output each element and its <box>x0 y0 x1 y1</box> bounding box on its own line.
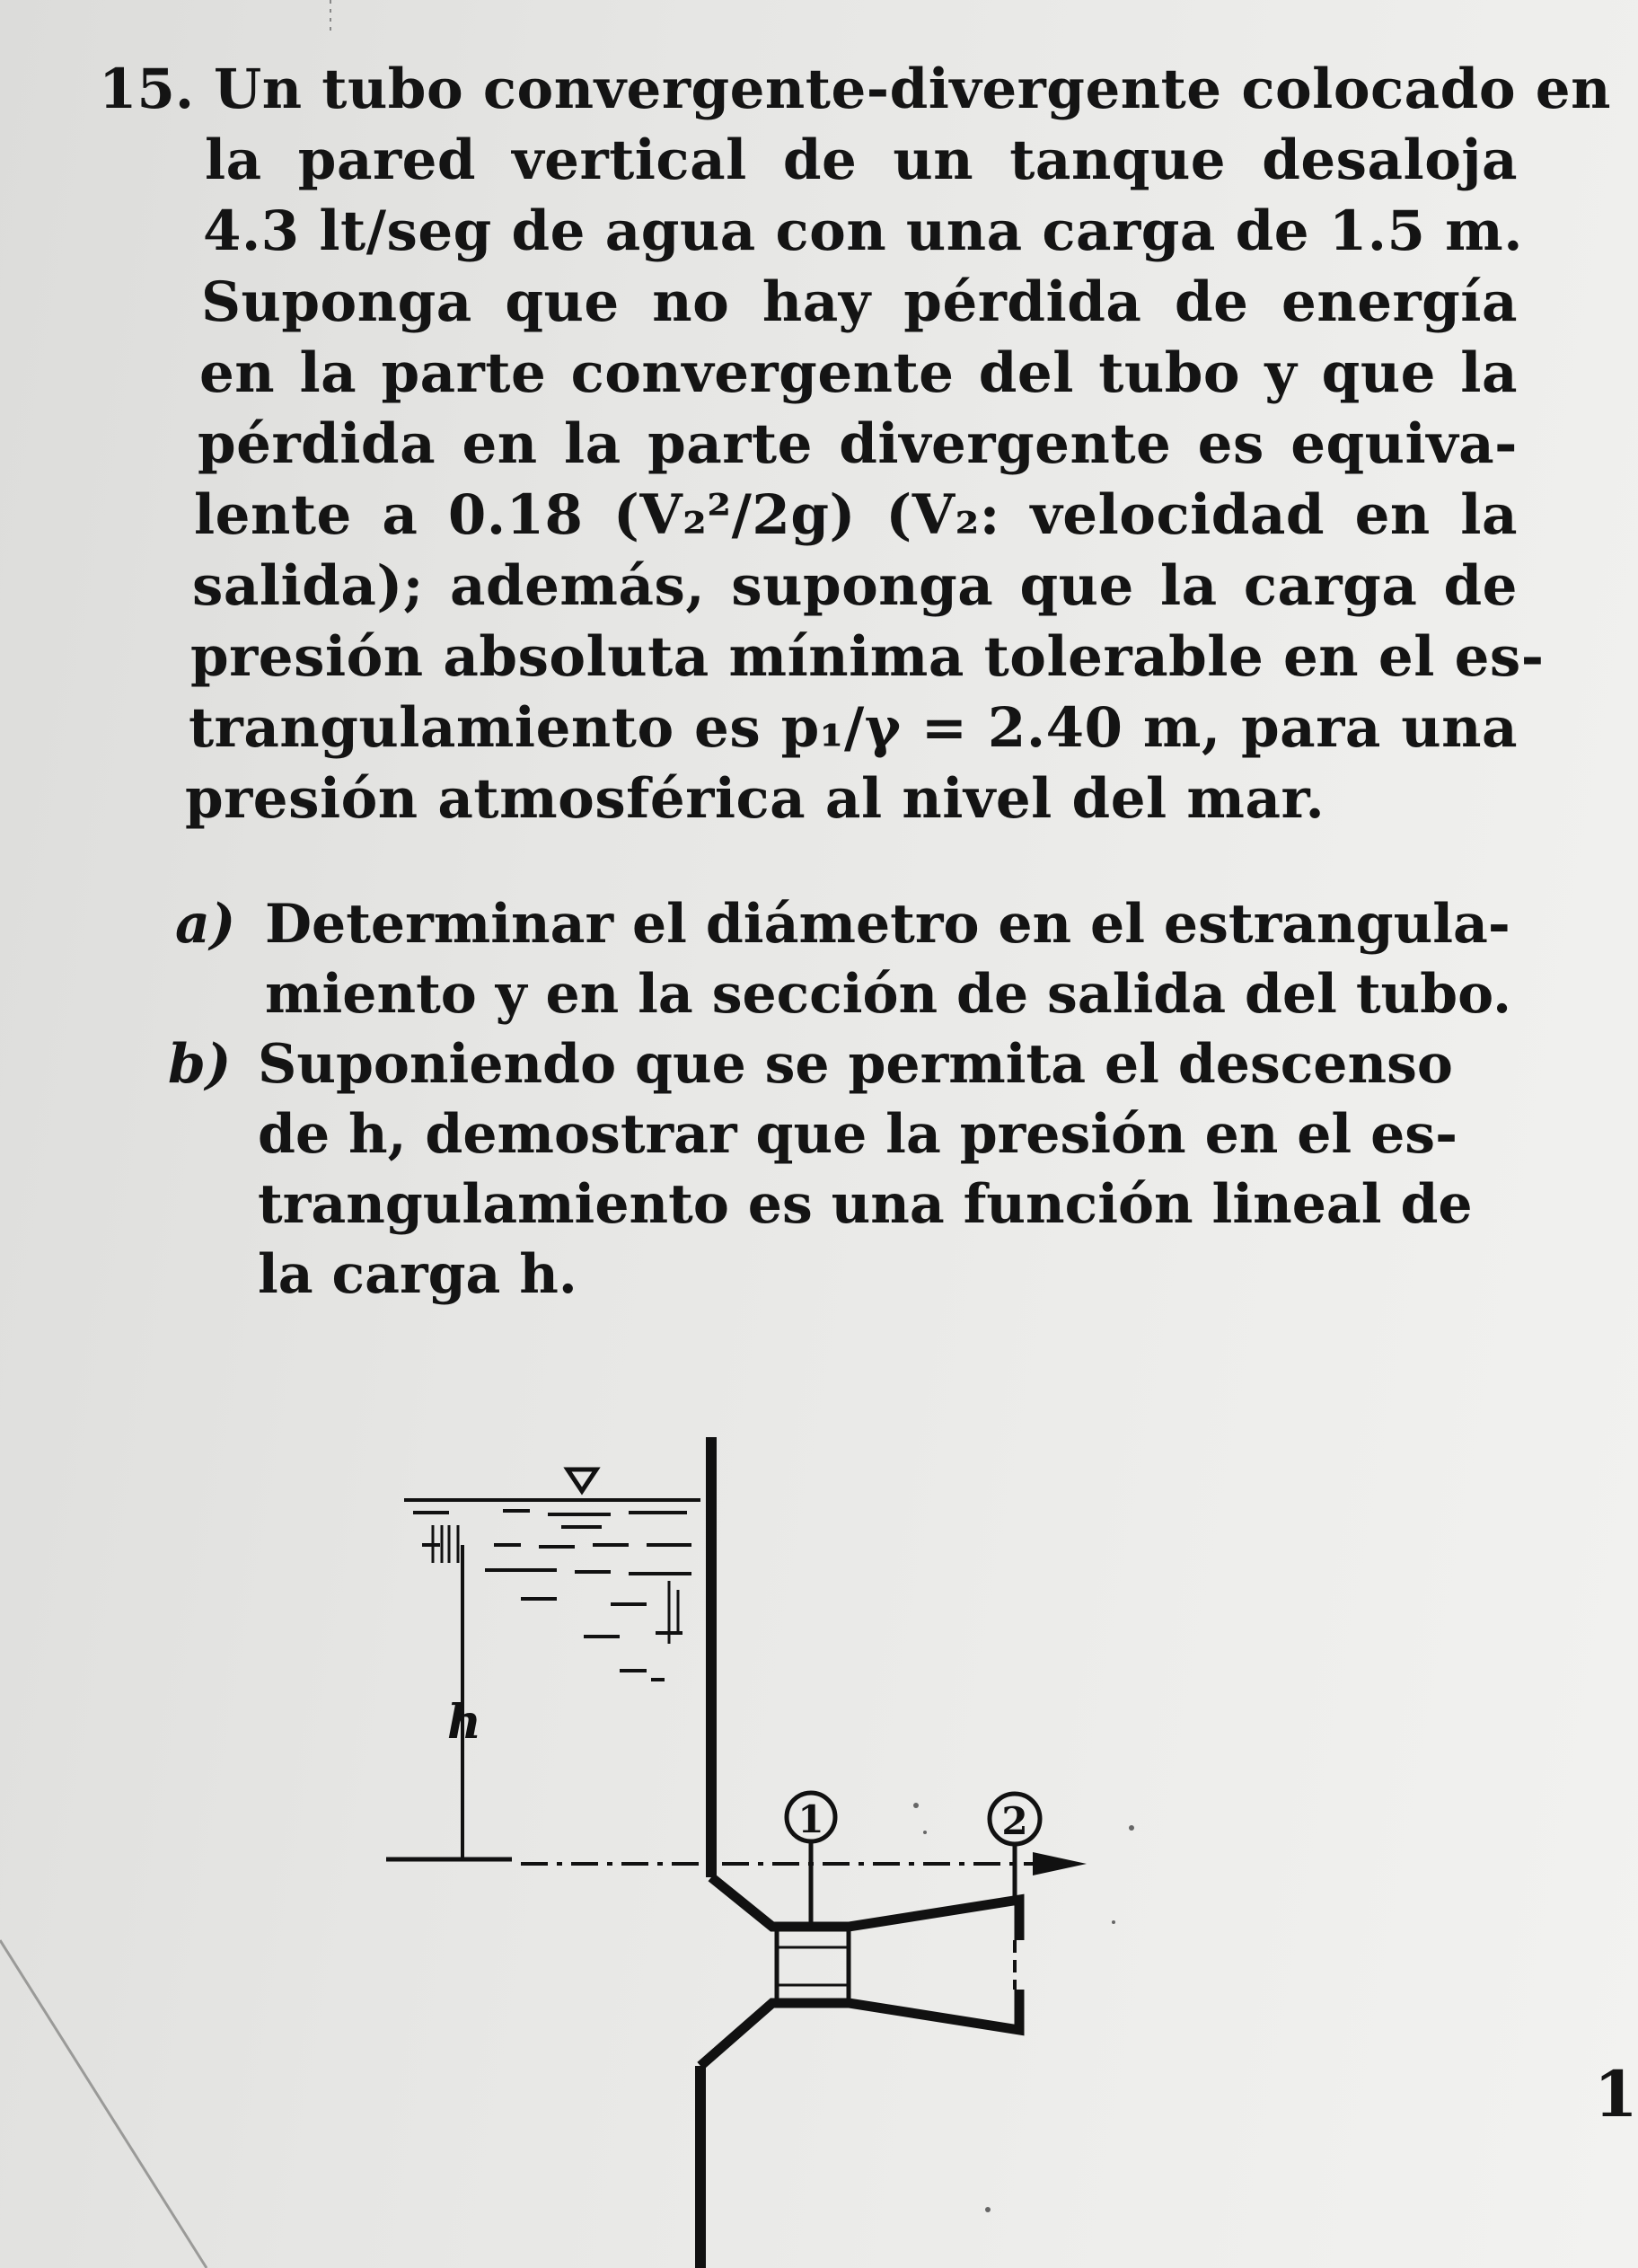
part-label: a) <box>175 893 236 956</box>
part-line: de h, demostrar que la presión en el es- <box>258 1103 1457 1166</box>
flow-arrow-icon <box>1033 1852 1087 1875</box>
problem-body <box>185 54 1611 834</box>
part-line: miento y en la sección de salida del tubo. <box>265 963 1511 1026</box>
water-level-triangle-icon <box>568 1469 596 1491</box>
problem-line: la pared vertical de un tanque desaloja <box>205 128 1518 192</box>
part-label: b) <box>168 1033 232 1096</box>
problem-line: salida); además, suponga que la carga de <box>192 554 1518 618</box>
part-line: Determinar el diámetro en el estrangula- <box>265 893 1510 956</box>
problem-line: en la parte convergente del tubo y que la <box>199 341 1518 405</box>
tank-nozzle-diagram <box>341 1410 1149 2268</box>
section-1-label: 1 <box>797 1797 824 1841</box>
part-line: la carga h. <box>258 1243 577 1306</box>
problem-line: presión atmosférica al nivel del mar. <box>185 767 1325 831</box>
problem-line: trangulamiento es p₁/γ = 2.40 m, para una <box>189 696 1518 760</box>
problem-line: lente a 0.18 (V₂²/2g) (V₂: velocidad en la <box>194 483 1518 547</box>
section-2-label: 2 <box>1001 1799 1028 1843</box>
problem-statement <box>99 54 1611 834</box>
nozzle-upper-wall <box>711 1877 1019 1940</box>
problem-number: 15. <box>99 57 195 121</box>
part-line: trangulamiento es una función lineal de <box>258 1173 1473 1236</box>
head-label: h <box>447 1695 481 1750</box>
dimension-ticks <box>433 1525 678 1644</box>
question-parts <box>168 889 1511 1310</box>
problem-line: presión absoluta mínima tolerable en el es- <box>190 625 1545 689</box>
part-b <box>168 1029 1486 1310</box>
nozzle-lower-wall <box>700 1990 1019 2066</box>
problem-line: Un tubo convergente-divergente colocado en <box>214 57 1611 121</box>
page-number-fragment: 1 <box>1594 2057 1638 2131</box>
problem-line: pérdida en la parte divergente es equiva- <box>198 412 1518 476</box>
part-text <box>265 889 1511 1029</box>
water-hatching <box>413 1511 691 1680</box>
problem-line: 4.3 lt/seg de agua con una carga de 1.5 m. <box>203 199 1523 263</box>
part-line: Suponiendo que se permita el descenso <box>258 1033 1453 1096</box>
problem-line: Suponga que no hay pérdida de energía <box>201 270 1518 334</box>
part-a <box>175 889 1511 1029</box>
part-text <box>258 1029 1486 1310</box>
